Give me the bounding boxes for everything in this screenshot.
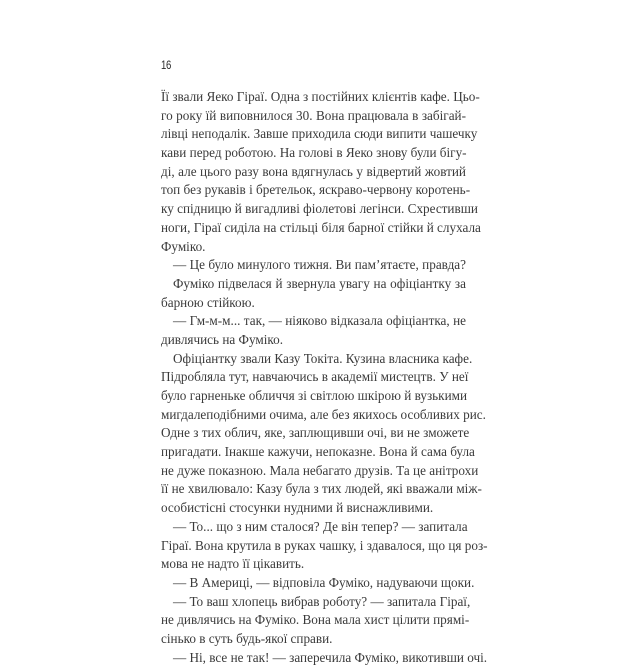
paragraph	[161, 312, 466, 349]
text-line: дивлячись на Фуміко.	[161, 331, 284, 347]
page-number: 16	[161, 58, 171, 72]
text-line: було гарненьке обличчя зі світлою шкірою й вузькими	[161, 388, 468, 403]
text-line: не дуже показною. Мала небагато друзів. Та це анітрохи	[161, 462, 479, 478]
text-line: — То ваш хлопець вибрав роботу? — запитала Гіраї,	[173, 593, 471, 609]
paragraph	[161, 350, 486, 518]
text-line: го року їй виповнилося 30. Вона працювала в забігай-	[161, 107, 466, 123]
text-line: — То... що з ним сталося? Де він тепер? — запитала	[173, 518, 468, 534]
text-line: пригадати. Інакше кажучи, непоказне. Вона й сама була	[161, 444, 475, 460]
text-line: ноги, Гіраї сиділа на стільці біля барної стійки й слухала	[161, 219, 481, 235]
text-line: — В Америці, — відповіла Фуміко, надуваючи щоки.	[173, 574, 475, 590]
text-line: — Це було минулого тижня. Ви пам’ятаєте, правда?	[173, 257, 466, 273]
text-line: Офіціантку звали Казу Токіта. Кузина власника кафе.	[173, 350, 473, 366]
text-line: ку спідницю й вигадливі фіолетові легінси. Схрестивши	[161, 201, 478, 217]
text-line: не дивлячись на Фуміко. Вона мала хист цілити прямі-	[161, 612, 470, 628]
text-line: Фуміко.	[161, 238, 206, 254]
paragraph	[161, 518, 488, 574]
text-line: Її звали Яеко Гіраї. Одна з постійних клієнтів кафе. Цьо-	[161, 89, 480, 104]
text-line: Одне з тих облич, яке, заплющивши очі, ви не зможете	[161, 425, 470, 441]
text-line: мова не надто її цікавить.	[161, 556, 305, 572]
text-line: кави перед роботою. На голові в Яеко знову були бігу-	[161, 145, 467, 161]
text-line: ді, але цього разу вона вдягнулась у відвертий жовтий	[161, 163, 466, 179]
paragraph	[161, 256, 466, 275]
paragraph	[161, 593, 471, 649]
paragraph	[161, 574, 475, 593]
text-line: особистісні стосунки нудними й виснажливими.	[161, 500, 434, 516]
text-line: мигдалеподібними очима, але без якихось особливих рис.	[161, 406, 486, 422]
paragraph	[161, 275, 466, 312]
text-line: лівці неподалік. Завше приходила сюди випити чашечку	[161, 126, 478, 142]
text-line: її не хвилювало: Казу була з тих людей, які вважали між-	[161, 481, 482, 497]
text-line: топ без рукавів і бретельок, яскраво-червону коротень-	[161, 182, 471, 198]
text-line: — Ні, все не так! — заперечила Фуміко, викотивши очі.	[173, 649, 488, 665]
text-line: барною стійкою.	[161, 294, 255, 310]
text-line: Гіраї. Вона крутила в руках чашку, і здавалося, що ця роз-	[161, 537, 488, 553]
text-line: Підробляла тут, навчаючись в академії мистецтв. У неї	[161, 369, 469, 385]
paragraph	[161, 649, 488, 667]
text-line: сінько в суть будь-якої справи.	[161, 630, 333, 646]
text-line: — Гм-м-м... так, — ніяково відказала офіціантка, не	[173, 313, 466, 329]
text-line: Фуміко підвелася й звернула увагу на офіціантку за	[173, 275, 466, 291]
paragraph	[161, 88, 481, 256]
body-text	[161, 88, 488, 667]
